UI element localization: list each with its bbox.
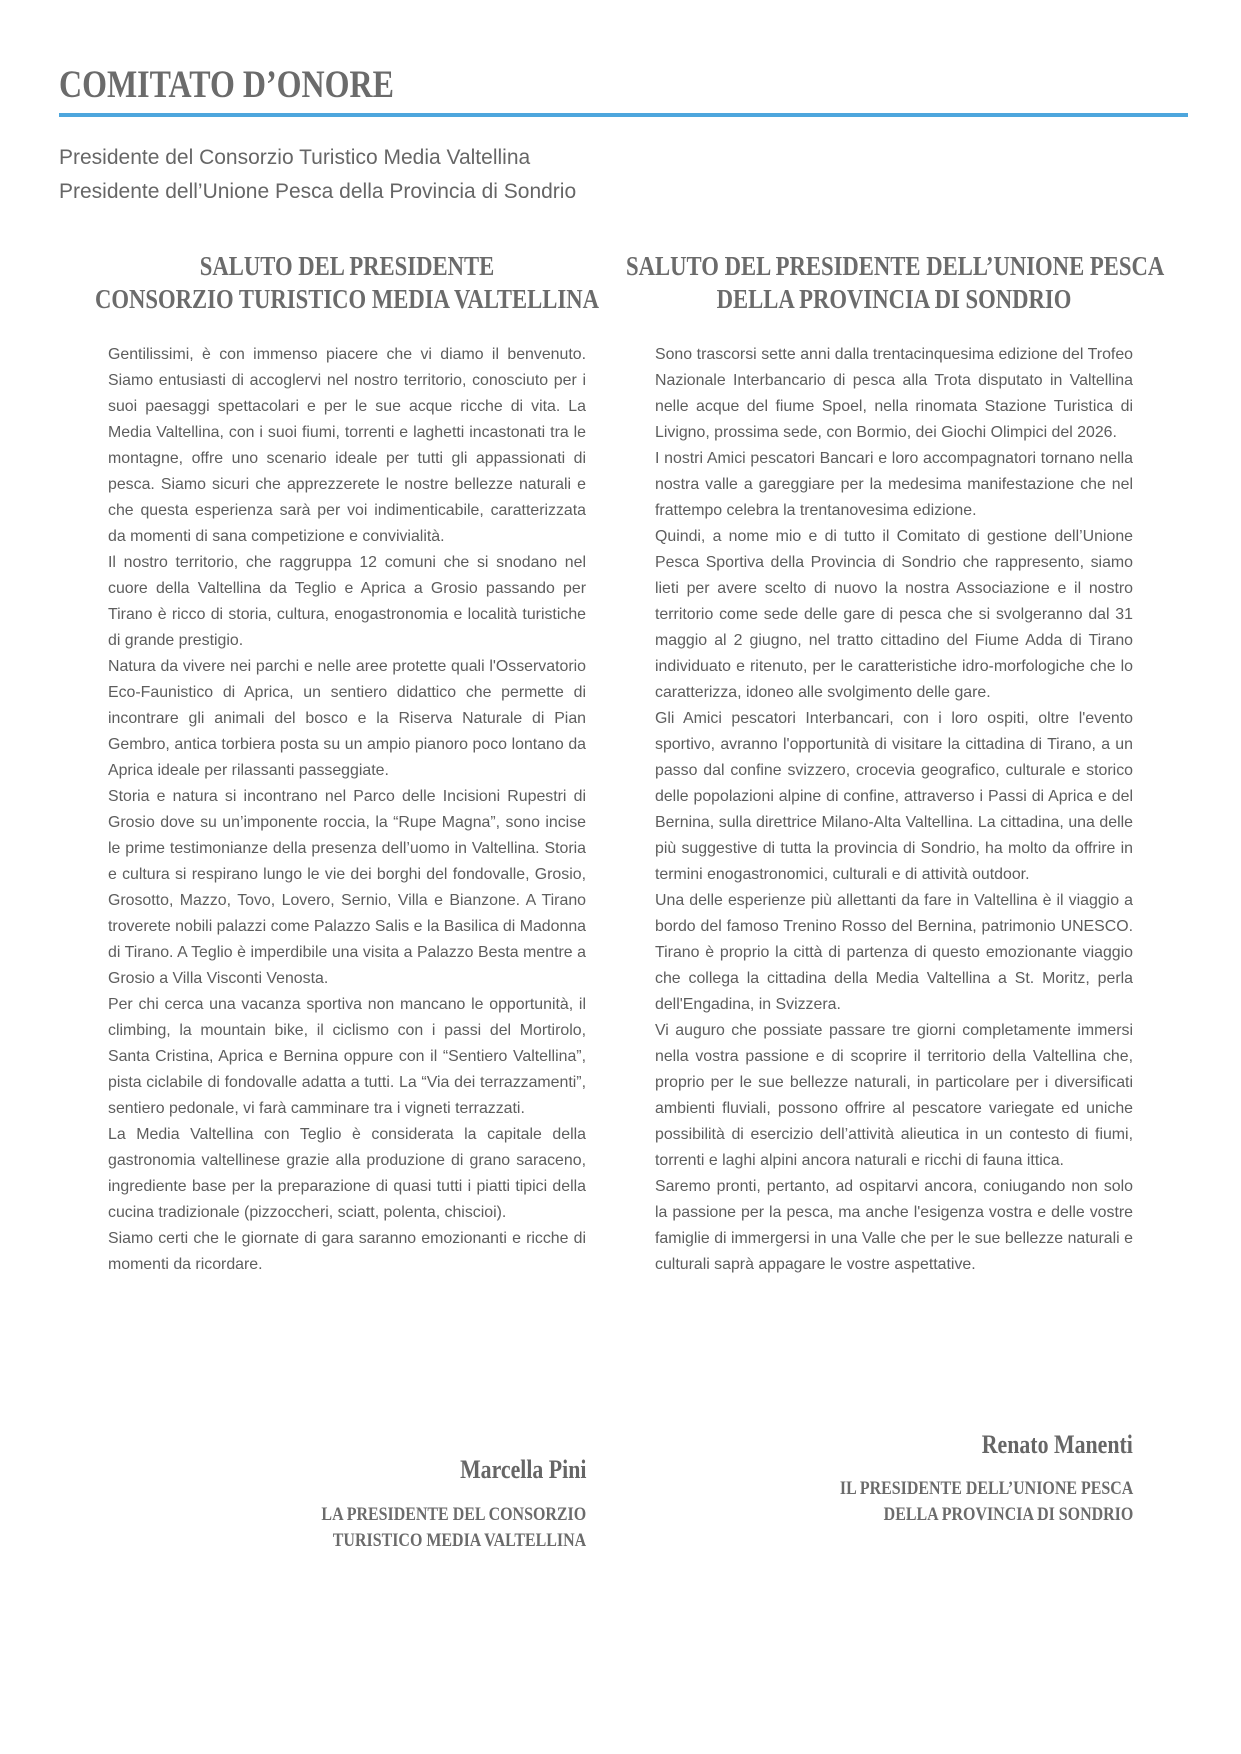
paragraph: Gli Amici pescatori Interbancari, con i loro ospiti, oltre l'evento sportivo, avranno l'opportunità di visitare la cittadina di Tirano, a un passo dal confine svizzero, crocevia geografico, culturale e storico delle popolazioni alpine di confine, attraverso i Passi di Aprica e del Bernina, sulla direttrice Milano-Alta Valtellina. La cittadina, una delle più suggestive di tutta la provincia di Sondrio, ha molto da offrire in termini enogastronomici, culturali e di attività outdoor. [655,710,1133,883]
signature-role [840,1476,1133,1528]
paragraph: Siamo certi che le giornate di gara saranno emozionanti e ricche di momenti da ricordare. [108,1230,586,1273]
signature-role-line: LA PRESIDENTE DEL CONSORZIO [321,1504,586,1525]
signature-name: Marcella Pini [459,1455,586,1484]
greeting-unione-pesca [626,250,1165,1525]
greeting-unione-pesca-heading [626,250,1165,316]
greeting-consorzio [95,250,599,1551]
paragraph: Per chi cerca una vacanza sportiva non mancano le opportunità, il climbing, la mountain bike, il ciclismo con i passi del Mortirolo, Santa Cristina, Aprica e Bernina oppure con il “Sentiero Valtellina”, pista ciclabile di fondovalle adatta a tutti. La “Via dei terrazzamenti”, sentiero pedonale, vi farà camminare tra i vigneti terrazzati. [108,996,586,1117]
page-title: COMITATO D’ONORE [59,63,394,106]
paragraph: Saremo pronti, pertanto, ad ospitarvi ancora, coniugando non solo la passione per la pesca, ma anche l'esigenza vostra e delle vostre famiglie di immergersi in una Valle che per le sue bellezze naturali e culturali saprà appagare le vostre aspettative. [655,1178,1133,1273]
paragraph: I nostri Amici pescatori Bancari e loro accompagnatori tornano nella nostra valle a gareggiare per la medesima manifestazione che nel frattempo celebra la trentanovesima edizione. [655,450,1133,519]
title-divider [59,113,1188,117]
greeting-consorzio-body [108,342,586,1278]
greeting-unione-pesca-body [655,342,1133,1278]
heading-line: SALUTO DEL PRESIDENTE DELL’UNIONE PESCA [626,251,1165,281]
signature-role [321,1502,586,1554]
signature-role-line: TURISTICO MEDIA VALTELLINA [332,1530,586,1551]
committee-member-1: Presidente del Consorzio Turistico Media Valtellina [59,146,531,169]
heading-line: DELLA PROVINCIA DI SONDRIO [716,284,1072,314]
paragraph: Sono trascorsi sette anni dalla trentacinquesima edizione del Trofeo Nazionale Interbancario di pesca alla Trota disputato in Valtellina nelle acque del fiume Spoel, nella rinomata Stazione Turistica di Livigno, prossima sede, con Bormio, dei Giochi Olimpici del 2026. [655,346,1133,441]
paragraph: Gentilissimi, è con immenso piacere che vi diamo il benvenuto. Siamo entusiasti di accoglervi nel nostro territorio, conosciuto per i suoi paesaggi spettacolari e per le sue acque ricche di vita. La Media Valtellina, con i suoi fiumi, torrenti e laghetti incastonati tra le montagne, offre uno scenario ideale per tutti gli appassionati di pesca. Siamo sicuri che apprezzerete le nostre bellezze naturali e che questa esperienza sarà per voi indimenticabile, caratterizzata da momenti di sana competizione e convivialità. [108,346,586,545]
paragraph: Una delle esperienze più allettanti da fare in Valtellina è il viaggio a bordo del famoso Trenino Rosso del Bernina, patrimonio UNESCO. Tirano è proprio la città di partenza di questo emozionante viaggio che collega la cittadina della Media Valtellina a St. Moritz, perla dell'Engadina, in Svizzera. [655,892,1133,1013]
heading-line: CONSORZIO TURISTICO MEDIA VALTELLINA [95,284,599,314]
signature-name: Renato Manenti [981,1430,1133,1459]
paragraph: Quindi, a nome mio e di tutto il Comitato di gestione dell’Unione Pesca Sportiva della Provincia di Sondrio che rappresento, siamo lieti per avere scelto di nuovo la nostra Associazione e il nostro territorio come sede delle gare di pesca che si svolgeranno dal 31 maggio al 2 giugno, nel tratto cittadino del Fiume Adda di Tirano individuato e ritenuto, per le caratteristiche idro-morfologiche che lo caratterizza, idoneo alle svolgimento delle gare. [655,528,1133,701]
paragraph: Il nostro territorio, che raggruppa 12 comuni che si snodano nel cuore della Valtellina da Teglio e Aprica a Grosio passando per Tirano è ricco di storia, cultura, enogastronomia e località turistiche di grande prestigio. [108,554,586,649]
committee-member-2: Presidente dell’Unione Pesca della Provincia di Sondrio [59,180,577,203]
paragraph: Natura da vivere nei parchi e nelle aree protette quali l'Osservatorio Eco-Faunistico di Aprica, un sentiero didattico che permette di incontrare gli animali del bosco e la Riserva Naturale di Pian Gembro, antica torbiera posta su un ampio pianoro poco lontano da Aprica ideale per rilassanti passeggiate. [108,658,586,779]
heading-line: SALUTO DEL PRESIDENTE [199,251,495,281]
signature-role-line: IL PRESIDENTE DELL’UNIONE PESCA [839,1478,1133,1499]
paragraph: La Media Valtellina con Teglio è considerata la capitale della gastronomia valtellinese grazie alla produzione di grano saraceno, ingrediente base per la preparazione di quasi tutti i piatti tipici della cucina tradizionale (pizzoccheri, sciatt, polenta, chiscioi). [108,1126,586,1221]
paragraph: Vi auguro che possiate passare tre giorni completamente immersi nella vostra passione e di scoprire il territorio della Valtellina che, proprio per le sue bellezze naturali, in particolare per i diversificati ambienti fluviali, possono offrire al pescatore variegate ed uniche possibilità di esercizio dell’attività alieutica in un contesto di fiumi, torrenti e laghi alpini ancora naturali e ricchi di fauna ittica. [655,1022,1133,1169]
paragraph: Storia e natura si incontrano nel Parco delle Incisioni Rupestri di Grosio dove su un’imponente roccia, la “Rupe Magna”, sono incise le prime testimonianze della presenza dell’uomo in Valtellina. Storia e cultura si respirano lungo le vie dei borghi del fondovalle, Grosio, Grosotto, Mazzo, Tovo, Lovero, Sernio, Villa e Bianzone. A Tirano troverete nobili palazzi come Palazzo Salis e la Basilica di Madonna di Tirano. A Teglio è imperdibile una visita a Palazzo Besta mentre a Grosio a Villa Visconti Venosta. [108,788,586,987]
greeting-consorzio-heading [79,250,615,316]
signature-role-line: DELLA PROVINCIA DI SONDRIO [883,1504,1133,1525]
